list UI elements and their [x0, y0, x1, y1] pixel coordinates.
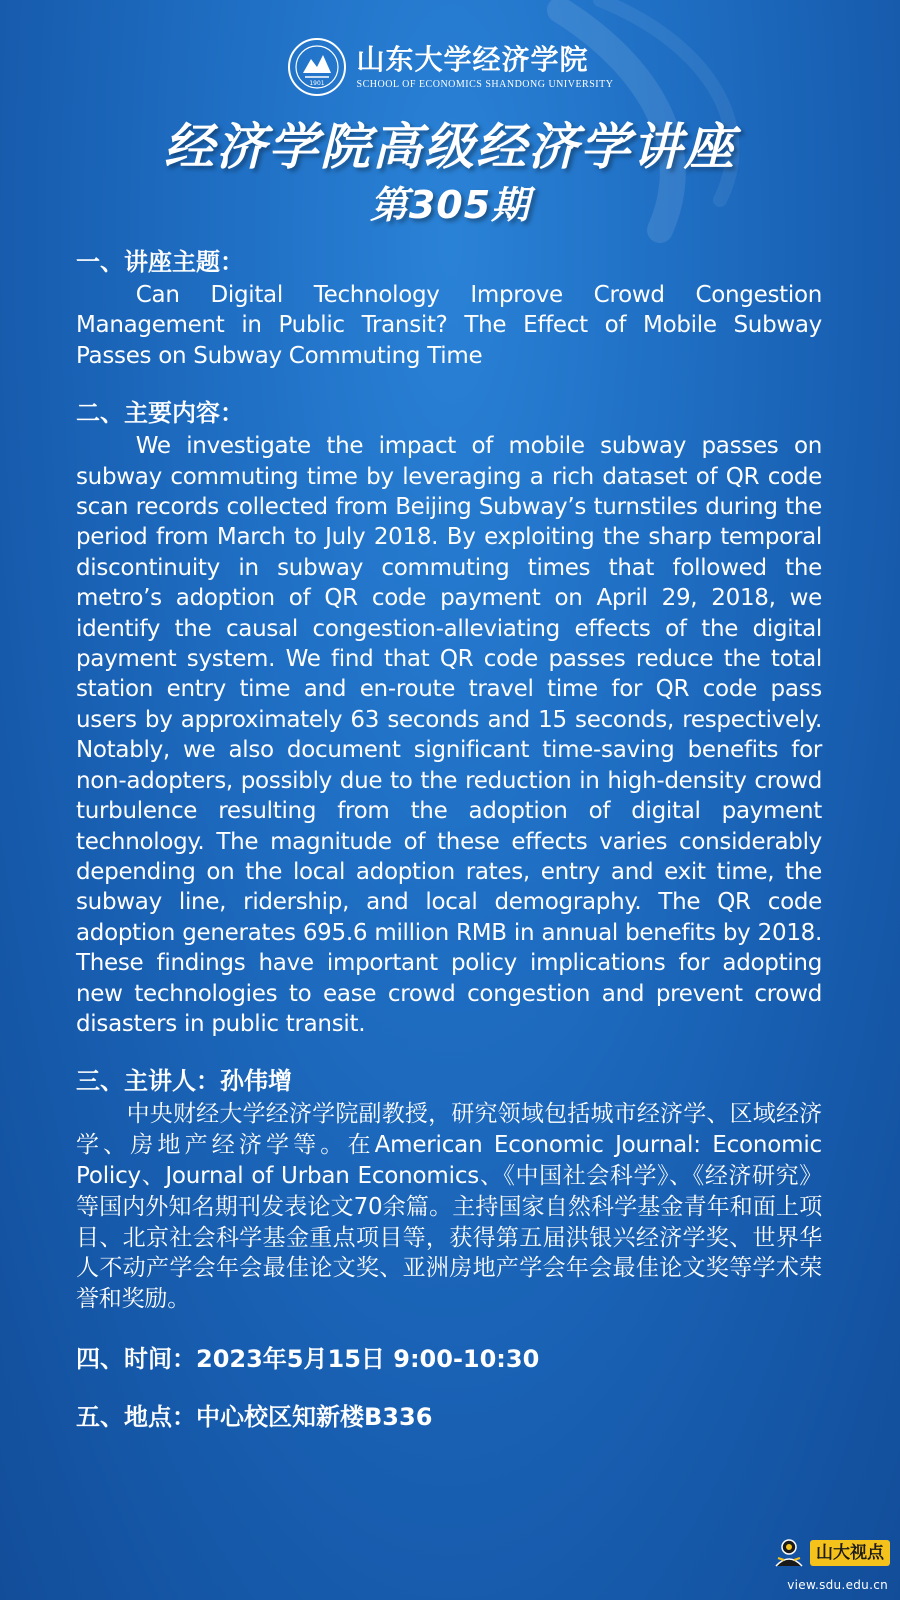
section-topic	[76, 244, 822, 371]
speaker-bio: 中央财经大学经济学院副教授，研究领域包括城市经济学、区域经济学、房地产经济学等。在American Economic Journal: Economic Policy、Journal of Urban Economics、《中国社会科学》、《经济研究》等国内外知名期刊发表论文70余篇。主持国家自然科学基金青年和面上项目、北京社会科学基金重点项目等，获得第五届洪银兴经济学奖、世界华人不动产学会年会最佳论文奖、亚洲房地产学会年会最佳论文奖等学术荣誉和奖励。	[76, 1101, 822, 1313]
page-title: 经济学院高级经济学讲座	[164, 118, 736, 176]
section-location	[76, 1399, 822, 1435]
sdu-view-logo-icon	[772, 1536, 806, 1570]
speaker-heading: 三、主讲人：孙伟增	[76, 1067, 292, 1096]
abstract-text: We investigate the impact of mobile subway passes on subway commuting time by leveraging a rich dataset of QR code scan records collected from Beijing Subway’s turnstiles during the period from March to July 2018. By exploiting the sharp temporal discontinuity in subway commuting times that followed the metro’s adoption of QR code payment on April 29, 2018, we identify the causal congestion-alleviating effects of the digital payment system. We find that QR code passes reduce the total station entry time and en-route travel time for QR code pass users by approximately 63 seconds and 15 seconds, respectively. Notably, we also document significant time-saving benefits for non-adopters, possibly due to the reduction in high-density crowd turbulence resulting from the adoption of digital payment technology. The magnitude of these effects varies considerably depending on the local adoption rates, entry and exit time, the subway line, ridership, and local demography. The QR code adoption generates 695.6 million RMB in annual benefits by 2018. These findings have important policy implications for adopting new technologies to ease crowd congestion and prevent crowd disasters in public transit.	[76, 433, 822, 1037]
footer-badge-text: 山大视点	[810, 1540, 890, 1566]
topic-text: Can Digital Technology Improve Crowd Congestion Management in Public Transit? The Effect of Mobile Subway Passes on Subway Commuting Time	[76, 282, 822, 369]
section-content	[76, 395, 822, 1039]
time-heading: 四、时间：2023年5月15日 9:00-10:30	[76, 1344, 540, 1373]
location-heading: 五、地点：中心校区知新楼B336	[76, 1402, 433, 1431]
school-name: 山东大学经济学院	[356, 43, 589, 76]
issue-number: 第305期	[369, 183, 531, 227]
topic-heading: 一、讲座主题：	[76, 248, 244, 276]
footer-brand	[772, 1536, 890, 1570]
footer-url: view.sdu.edu.cn	[787, 1578, 888, 1592]
content-heading: 二、主要内容：	[76, 399, 244, 428]
university-seal-icon	[287, 37, 347, 97]
lecture-content	[76, 244, 822, 1435]
section-time	[76, 1341, 822, 1377]
header-logo	[0, 34, 900, 100]
seal-year: 1901	[308, 80, 325, 87]
section-speaker	[76, 1063, 822, 1315]
school-english-name: SCHOOL OF ECONOMICS SHANDONG UNIVERSITY	[356, 79, 614, 90]
